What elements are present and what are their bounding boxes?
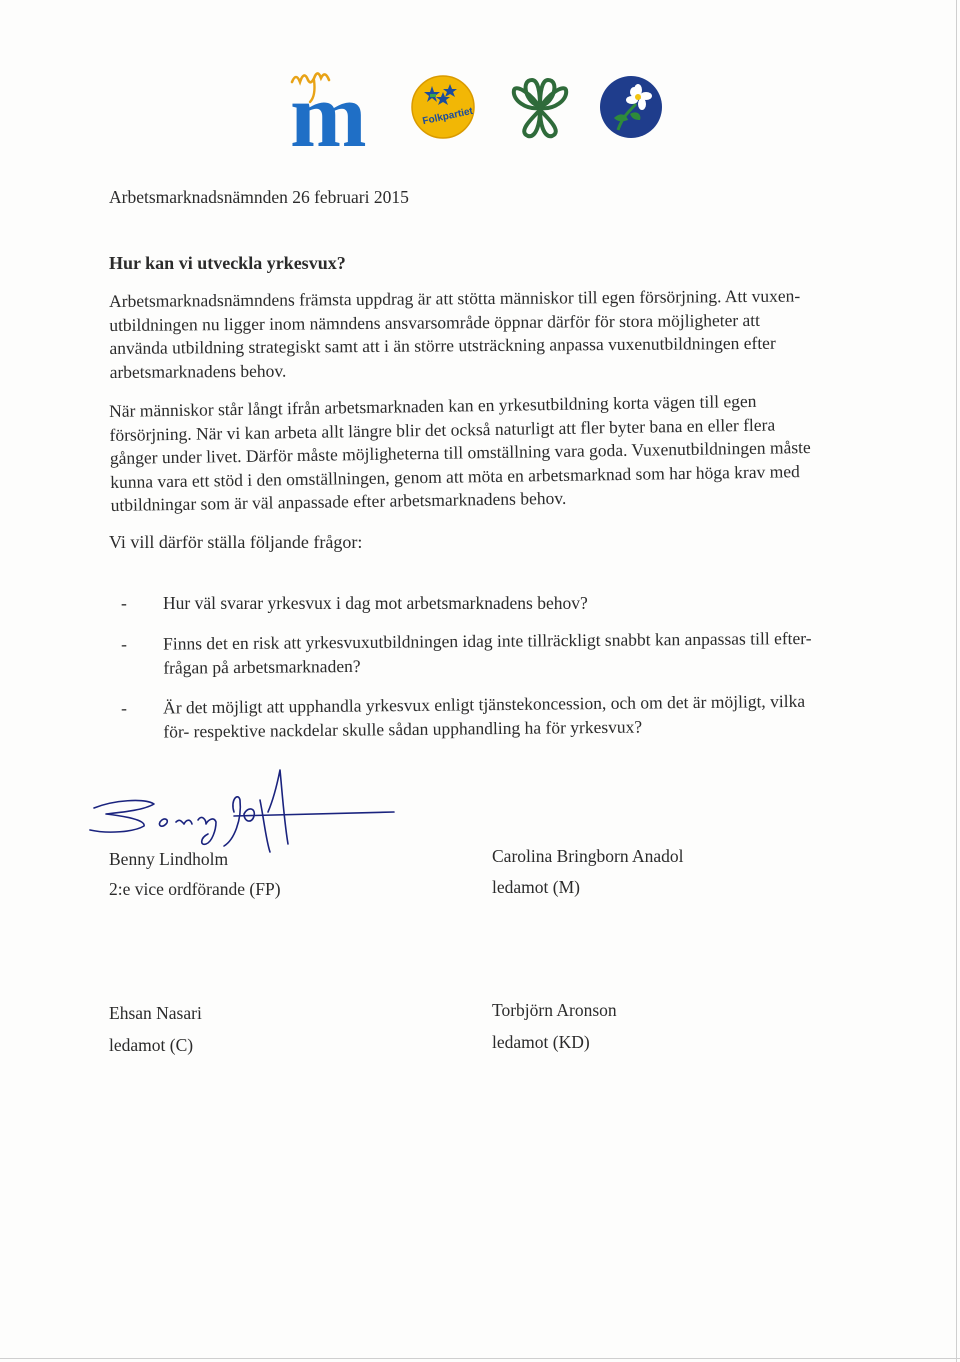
question-line: för- respektive nackdelar skulle sådan upphandling ha för yrkesvux?	[163, 716, 643, 742]
signatory-name: Benny Lindholm	[109, 849, 229, 869]
folkpartiet-logo-icon	[410, 74, 476, 140]
question-line: Finns det en risk att yrkesvuxutbildningen idag inte tillräckligt snabbt kan anpassas till efter-	[163, 627, 812, 654]
question-item	[121, 627, 851, 680]
question-text	[163, 592, 851, 616]
bullet-dash: -	[121, 633, 128, 654]
signatory-role: ledamot (C)	[109, 1035, 194, 1055]
paragraph-line: arbetsmarknadens behov.	[109, 360, 287, 382]
paragraph-line: utbildningen nu ligger inom nämndens ansvarsområde öppnar därför för stora möjligheter att	[109, 309, 761, 335]
bullet-dash: -	[121, 593, 127, 613]
paragraph-1	[109, 284, 850, 384]
signatory-role: 2:e vice ordförande (FP)	[109, 879, 281, 899]
question-text	[163, 627, 851, 680]
scan-edge-right	[956, 0, 957, 1362]
meeting-date-line: Arbetsmarknadsnämnden 26 februari 2015	[109, 187, 409, 207]
signatory-name: Ehsan Nasari	[109, 1003, 202, 1023]
moderaterna-logo-icon	[284, 62, 394, 152]
paragraph-line: använda utbildning strategiskt samt att i än större utsträckning anpassa vuxenutbildningen efter	[109, 332, 776, 358]
signatory-role: ledamot (KD)	[492, 1032, 590, 1052]
question-text	[163, 689, 851, 743]
signatory-name: Torbjörn Aronson	[492, 1000, 617, 1020]
bullet-dash: -	[121, 697, 128, 718]
question-item	[121, 689, 851, 744]
signatory-name: Carolina Bringborn Anadol	[492, 846, 684, 866]
paragraph-line: Arbetsmarknadsnämndens främsta uppdrag är att stötta människor till egen försörjning. Att vuxen-	[109, 285, 801, 311]
svg-text:m: m	[290, 64, 367, 152]
paragraph-line: kunna vara ett stöd i den omställningen, genom att möta en arbetsmarknad som har höga krav med	[110, 460, 800, 492]
anemone-logo-icon	[598, 74, 664, 140]
paragraph-line: utbildningar som är väl anpassade efter arbetsmarknadens behov.	[110, 487, 567, 515]
paragraph-line: När människor står långt ifrån arbetsmarknaden kan en yrkesutbildning korta vägen till egen	[109, 390, 757, 421]
signatory-role: ledamot (M)	[492, 877, 580, 897]
paragraph-2	[109, 388, 851, 517]
paragraph-line: försörjning. När vi kan arbeta allt längre blir det också naturligt att fler byter bana en eller flera	[109, 414, 776, 445]
question-item	[121, 592, 851, 616]
questions-intro: Vi vill därför ställa följande frågor:	[109, 532, 363, 552]
question-line: Är det möjligt att upphandla yrkesvux enligt tjänstekoncession, och om det är möjligt, vilka	[163, 690, 806, 718]
folkpartiet-logo-text: Folkpartiet	[421, 105, 474, 128]
scan-edge-bottom	[0, 1358, 960, 1359]
document-heading: Hur kan vi utveckla yrkesvux?	[109, 253, 346, 273]
question-line: frågan på arbetsmarknaden?	[163, 655, 361, 678]
question-line: Hur väl svarar yrkesvux i dag mot arbetsmarknadens behov?	[163, 593, 588, 613]
clover-logo-icon	[502, 70, 578, 146]
party-logos	[284, 62, 684, 152]
paragraph-line: gånger under livet. Därför måste möjligheterna till omställning vara goda. Vuxenutbildningen måste	[109, 436, 811, 468]
